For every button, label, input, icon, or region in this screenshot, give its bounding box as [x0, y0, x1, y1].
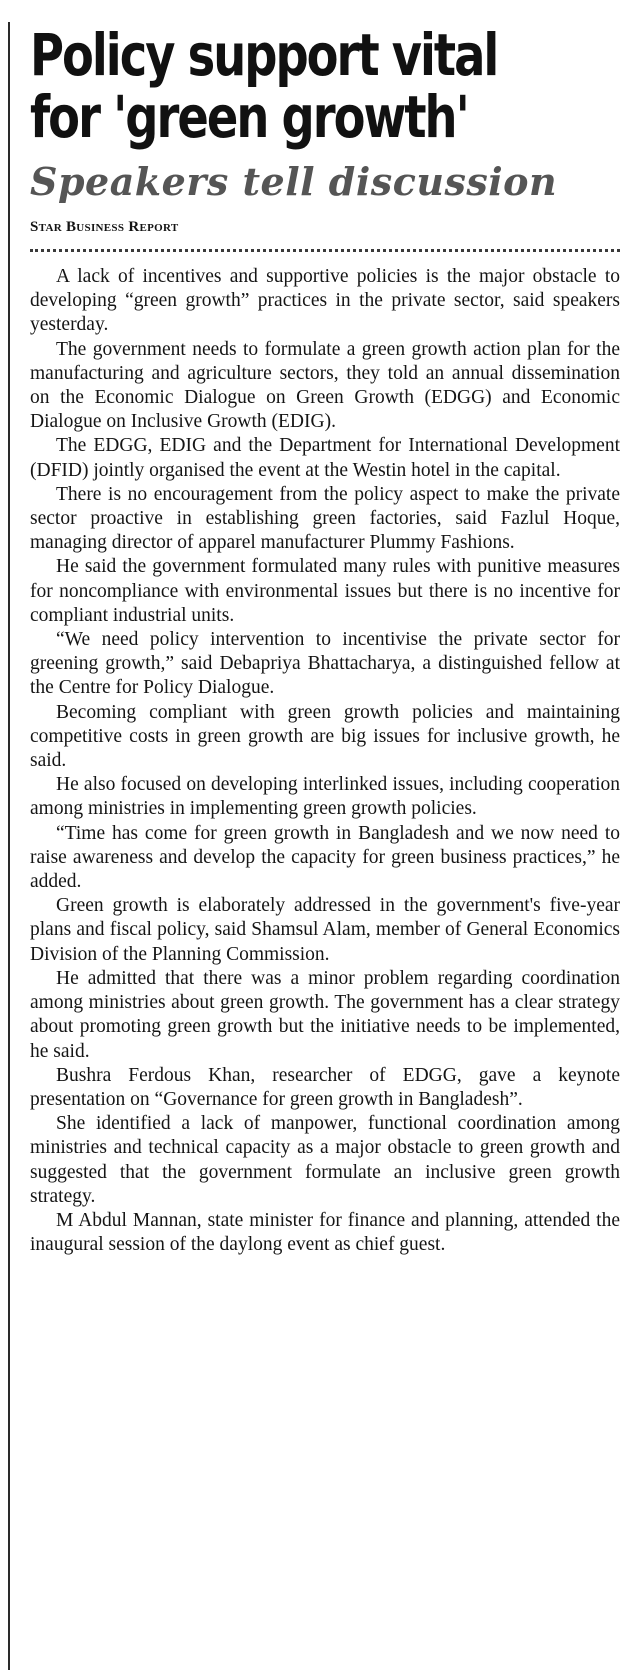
subheadline: Speakers tell discussion	[30, 159, 558, 204]
paragraph: He also focused on developing interlinked issues, including cooperation among ministries in implementing green growth policies.	[30, 774, 620, 820]
paragraph: He said the government formulated many rules with punitive measures for noncompliance with environmental issues but there is no incentive for compliant industrial units.	[30, 556, 620, 626]
paragraph: The EDGG, EDIG and the Department for International Development (DFID) jointly organised the event at the Westin hotel in the capital.	[30, 435, 620, 481]
article-body	[30, 265, 620, 1257]
paragraph: She identified a lack of manpower, functional coordination among ministries and technical capacity as a major obstacle to green growth and suggested that the government formulate an inclusive green growth strategy.	[30, 1113, 620, 1207]
headline-line-2: for 'green growth'	[30, 83, 468, 151]
paragraph: Green growth is elaborately addressed in the government's five-year plans and fiscal policy, said Shamsul Alam, member of General Economics Division of the Planning Commission.	[30, 895, 620, 965]
paragraph: A lack of incentives and supportive policies is the major obstacle to developing “green growth” practices in the private sector, said speakers yesterday.	[30, 266, 620, 336]
dotted-divider	[30, 249, 620, 255]
paragraph: “Time has come for green growth in Bangladesh and we now need to raise awareness and develop the capacity for green business practices,” he added.	[30, 822, 620, 893]
paragraph: The government needs to formulate a green growth action plan for the manufacturing and agriculture sectors, they told an annual dissemination on the Economic Dialogue on Green Growth (EDGG) and Economic Dialogue on Inclusive Growth (EDIG).	[30, 338, 620, 433]
paragraph: Bushra Ferdous Khan, researcher of EDGG, gave a keynote presentation on “Governance for green growth in Bangladesh”.	[30, 1064, 620, 1110]
paragraph: He admitted that there was a minor problem regarding coordination among ministries about green growth. The government has a clear strategy about promoting green growth but the initiative needs to be implemented, he said.	[30, 967, 620, 1062]
article	[30, 21, 620, 1257]
paragraph: “We need policy intervention to incentivise the private sector for greening growth,” said Debapriya Bhattacharya, a distinguished fellow at the Centre for Policy Dialogue.	[30, 629, 620, 699]
headline	[30, 21, 590, 151]
paragraph: Becoming compliant with green growth policies and maintaining competitive costs in green growth are big issues for inclusive growth, he said.	[30, 701, 620, 772]
headline-line-1: Policy support vital	[30, 21, 498, 89]
column-rule	[8, 22, 10, 1670]
paragraph: M Abdul Mannan, state minister for finance and planning, attended the inaugural session of the daylong event as chief guest.	[30, 1209, 620, 1256]
byline: Star Business Report	[30, 219, 179, 235]
paragraph: There is no encouragement from the policy aspect to make the private sector proactive in establishing green factories, said Fazlul Hoque, managing director of apparel manufacturer Plummy Fashions.	[30, 483, 620, 554]
